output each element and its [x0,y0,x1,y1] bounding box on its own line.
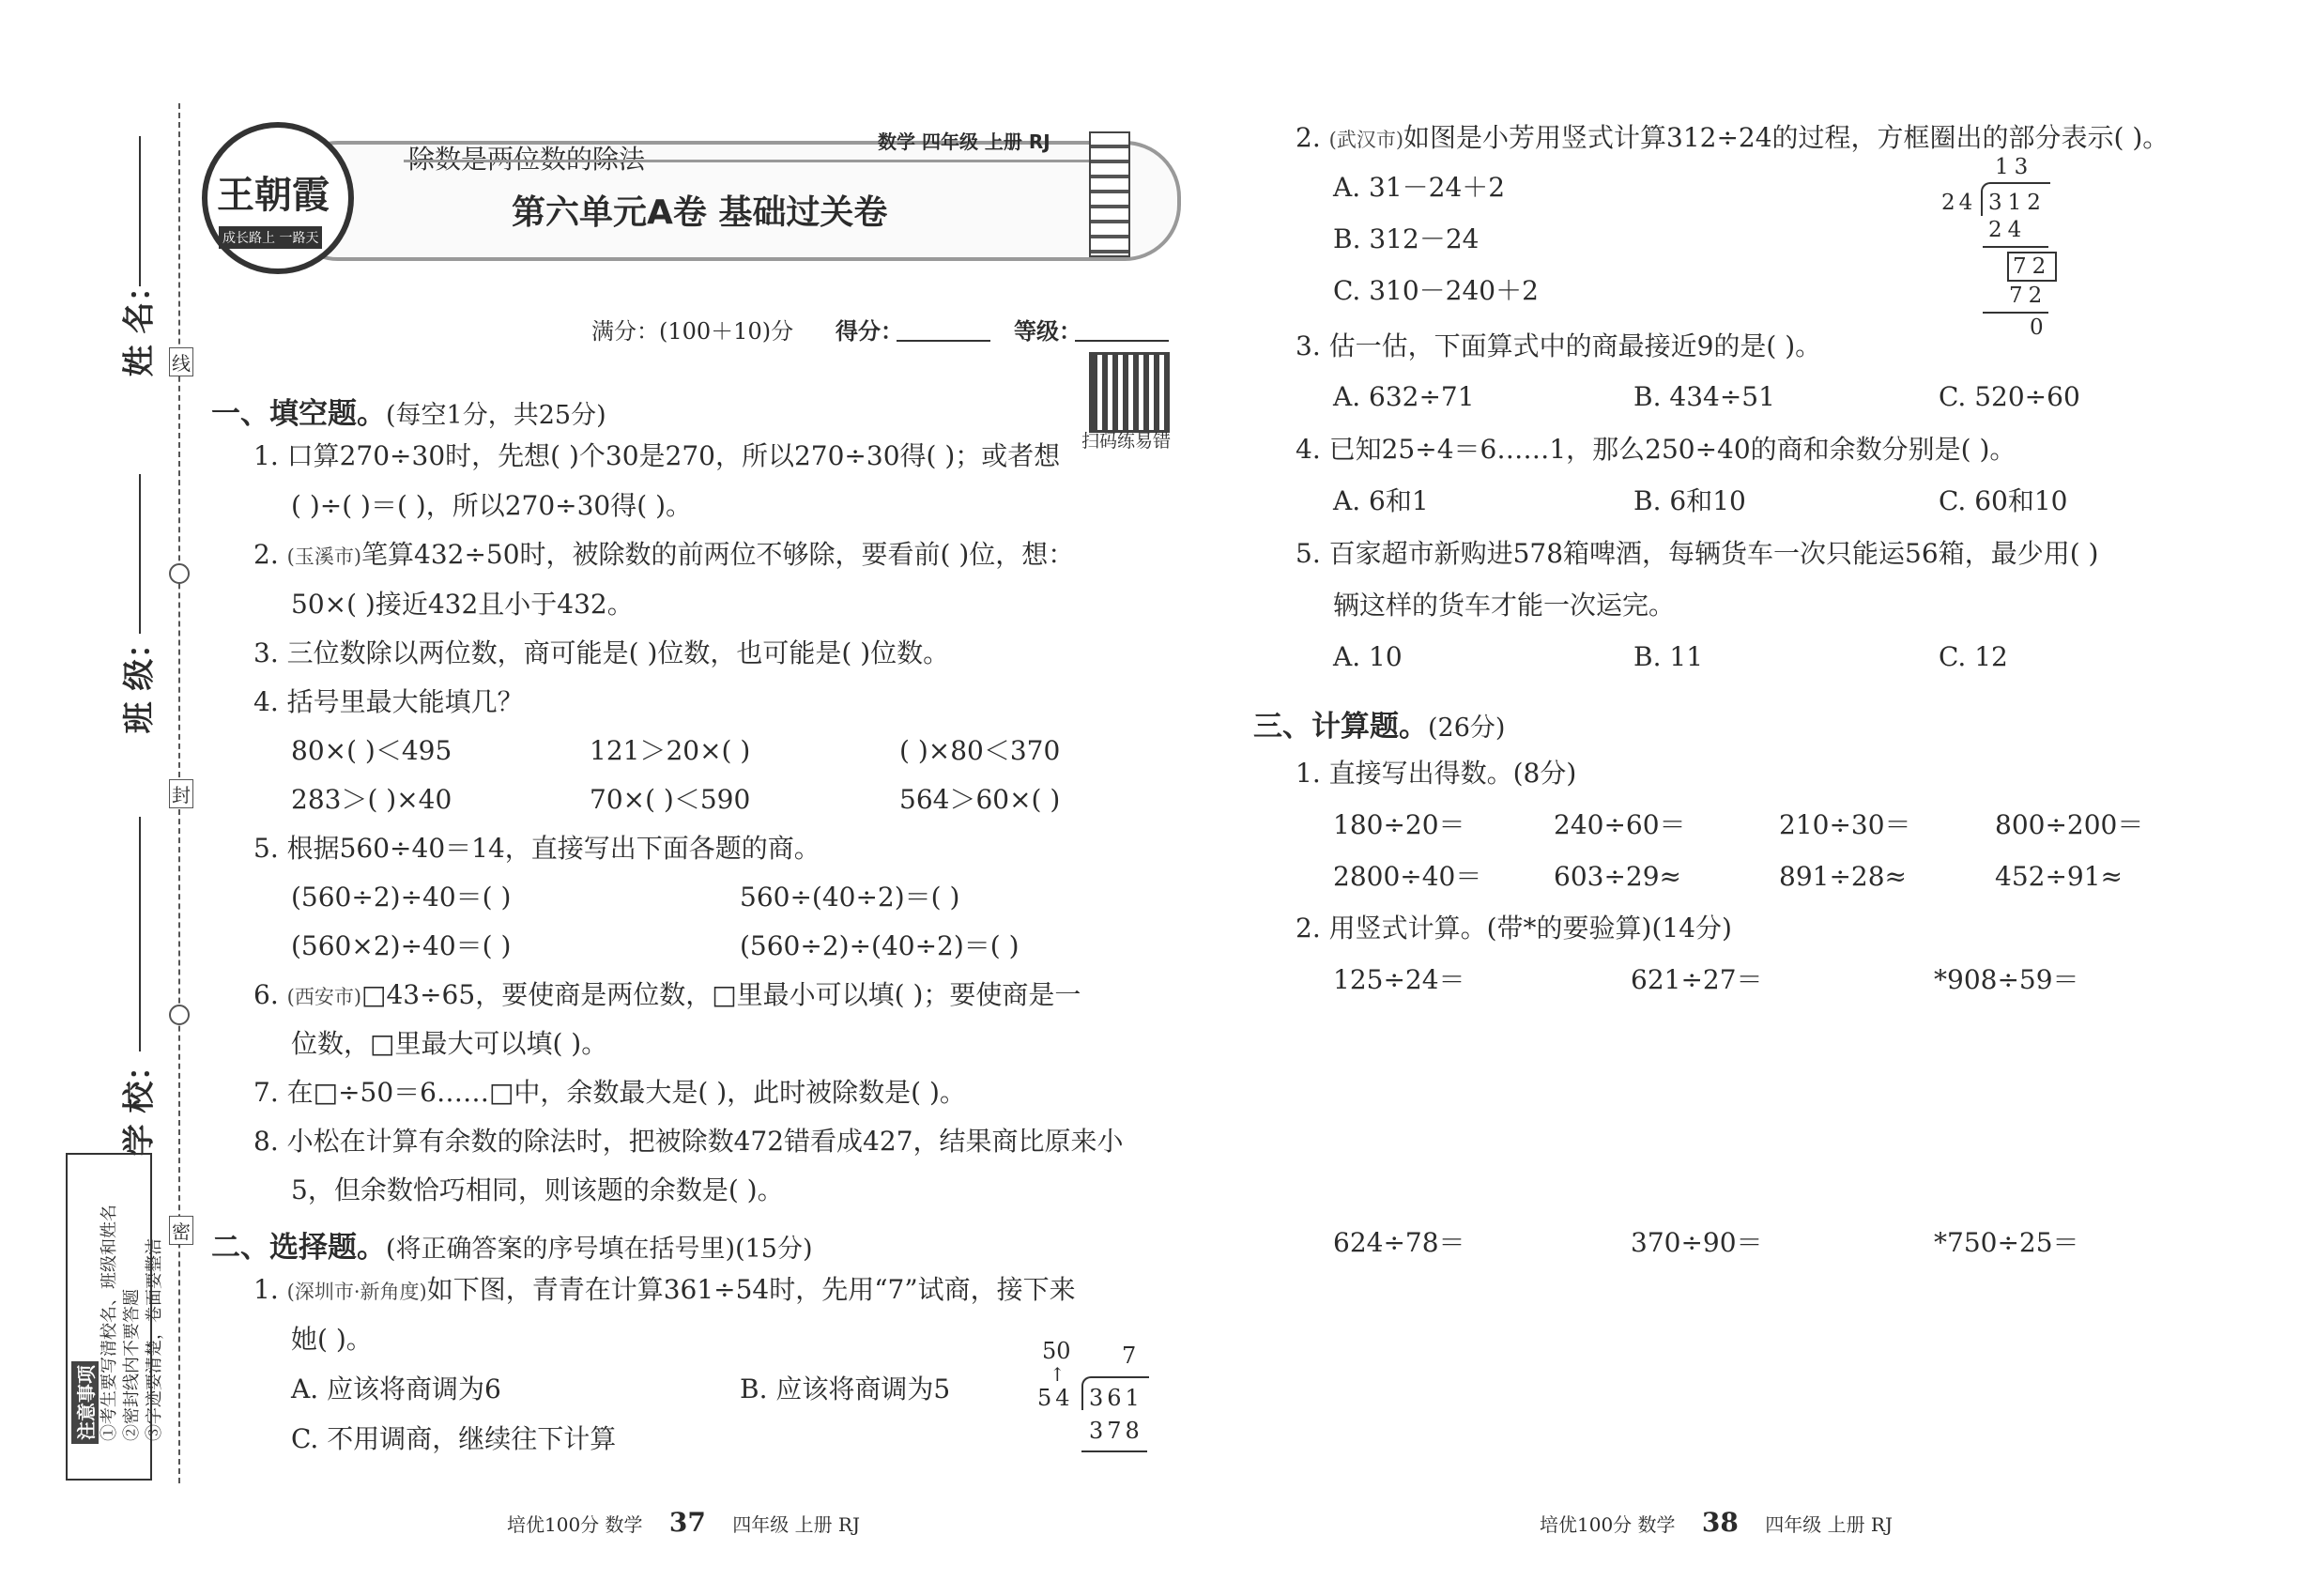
section-note: (将正确答案的序号填在括号里)(15分) [386,1235,813,1264]
division-rule [1983,246,2048,248]
trial-divisor: 50 [1042,1338,1071,1364]
expression: 560÷(40÷2)＝( ) [740,882,960,913]
brand-logo [202,122,354,274]
option-b: B. 11 [1633,641,1704,672]
name-field[interactable] [139,136,141,286]
question-text: 5. 百家超市新购进578箱啤酒，每辆货车一次只能运56箱，最少用( ) [1296,538,2099,569]
school-label: 学 校： [120,1049,159,1157]
question-text: 50×( )接近432且小于432。 [291,589,634,620]
question-text: 2. (玉溪市)笔算432÷50时，被除数的前两位不够除，要看前( )位，想： [253,539,1075,570]
step: 24 [1988,218,2028,242]
expression: 603÷29≈ [1554,861,1681,892]
lighthouse-icon [1089,131,1130,257]
score-label: 得分： [836,317,903,345]
page-number: 37 [668,1507,706,1538]
question-text: 4. 已知25÷4＝6……1，那么250÷40的商和余数分别是( )。 [1296,434,2016,465]
source-tag: (武汉市) [1328,129,1404,151]
question-text: 1. 口算270÷30时，先想( )个30是270，所以270÷30得( )；或者想 [253,440,1061,471]
dividend: 361 [1089,1385,1143,1411]
answer-area[interactable] [1333,1005,2234,1220]
option-a: A. 632÷71 [1333,381,1475,412]
expression: 564＞60×( ) [899,784,1061,815]
step-boxed: 72 [2007,252,2057,282]
expression: 283＞( )×40 [291,784,452,815]
notice-box [66,1153,164,1481]
expression: 800÷200＝ [1995,809,2144,840]
expression: 210÷30＝ [1779,809,1911,840]
header-subtitle: 除数是两位数的除法 [408,144,646,175]
quotient: 13 [1995,155,2034,179]
question-text: 2. 用竖式计算。(带*的要验算)(14分) [1296,913,1732,944]
question-text: 3. 估一估，下面算式中的商最接近9的是( )。 [1296,330,1822,361]
notice-item: ②密封线内不要答题 [122,1289,142,1441]
notice-title: 注意事项 [71,1361,99,1444]
dividend: 312 [1988,191,2047,215]
divisor: 24 [1941,191,1977,215]
option-b: B. 应该将商调为5 [740,1373,951,1404]
expression: (560÷2)÷(40÷2)＝( ) [740,930,1020,961]
expression: ( )×80＜370 [899,735,1061,766]
option-c: C. 12 [1939,641,2008,672]
division-rule [1983,312,2048,314]
expression: (560÷2)÷40＝( ) [291,882,512,913]
section-note: (26分) [1428,714,1506,743]
qr-code-icon [1089,352,1170,433]
question-text: 3. 三位数除以两位数，商可能是( )位数，也可能是( )位数。 [253,637,950,668]
question-text: 4. 括号里最大能填几？ [253,686,524,717]
question-text: 6. (西安市)□43÷65，要使商是两位数，□里最小可以填( )；要使商是一 [253,979,1081,1010]
page-title: 第六单元A卷 基础过关卷 [512,193,888,232]
expression: 624÷78＝ [1333,1227,1465,1258]
step: 72 [2009,284,2048,308]
question-text: 1. 直接写出得数。(8分) [1296,758,1577,789]
score-field[interactable] [897,340,990,342]
expression: 121＞20×( ) [590,735,751,766]
option-c: C. 310－240＋2 [1333,275,1539,306]
brand-slogan: 成长路上 一路天 [219,226,322,249]
option-c: C. 不用调商，继续往下计算 [291,1423,617,1454]
division-rule [1081,1450,1147,1452]
question-text: ( )÷( )＝( )，所以270÷30得( )。 [291,490,692,521]
option-a: A. 10 [1333,641,1403,672]
cut-mark-line: 线 [169,347,193,376]
option-a: A. 6和1 [1333,485,1429,516]
answer-area[interactable] [1333,1267,2234,1483]
expression: 240÷60＝ [1554,809,1686,840]
page-footer: 培优100分 数学 37 四年级 上册 RJ [507,1507,861,1538]
question-text: 2. (武汉市)如图是小芳用竖式计算312÷24的过程，方框圈出的部分表示( )。 [1296,122,2170,153]
page-footer: 培优100分 数学 38 四年级 上册 RJ [1540,1507,1894,1538]
cut-mark-seal: 封 [169,779,193,808]
question-text: 5，但余数恰巧相同，则该题的余数是( )。 [291,1174,784,1205]
expression: 180÷20＝ [1333,809,1465,840]
expression: 125÷24＝ [1333,964,1465,995]
section-note: (每空1分，共25分) [386,401,606,430]
class-field[interactable] [139,474,141,634]
header-rule [404,160,1089,162]
notice-item: ①考生要写清校名、班级和姓名 [100,1205,119,1441]
remainder: 0 [2030,315,2044,340]
option-a: A. 应该将商调为6 [291,1373,501,1404]
name-label: 姓 名： [120,269,159,377]
question-text: 1. (深圳市·新角度)如下图，青青在计算361÷54时，先用“7”试商，接下来 [253,1274,1076,1305]
expression: 621÷27＝ [1631,964,1763,995]
header-meta: 数学 四年级 上册 RJ [878,130,1050,153]
source-tag: (西安市) [286,986,362,1008]
cut-mark-secret: 密 [169,1216,193,1245]
arrow-icon: ↑ [1050,1363,1066,1386]
full-score: 满分：(100＋10)分 [591,318,794,345]
question-text: 位数，□里最大可以填( )。 [291,1028,608,1059]
binding-hole-icon [169,563,190,584]
binding-hole-icon [169,1005,190,1025]
expression: *750÷25＝ [1934,1227,2079,1258]
expression: 80×( )＜495 [291,735,452,766]
notice-item: ③字迹要清楚，卷面要整洁 [145,1238,164,1441]
school-field[interactable] [139,817,141,1051]
brand-name: 王朝霞 [217,173,330,217]
question-text: 5. 根据560÷40＝14，直接写出下面各题的商。 [253,833,820,864]
divisor: 54 [1037,1385,1074,1411]
option-a: A. 31－24＋2 [1333,172,1506,203]
expression: 2800÷40＝ [1333,861,1482,892]
page-number: 38 [1701,1507,1739,1538]
grade-field[interactable] [1075,340,1169,342]
expression: 891÷28≈ [1779,861,1907,892]
expression: 70×( )＜590 [590,784,751,815]
expression: 452÷91≈ [1995,861,2123,892]
source-tag: (深圳市·新角度) [286,1281,427,1303]
question-text: 8. 小松在计算有余数的除法时，把被除数472错看成427，结果商比原来小 [253,1126,1124,1157]
section-1-title: 一、填空题。(每空1分，共25分) [211,397,606,431]
question-text: 7. 在□÷50＝6……□中，余数最大是( )，此时被除数是( )。 [253,1077,966,1108]
option-b: B. 312－24 [1333,223,1480,254]
question-text: 辆这样的货车才能一次运完。 [1333,590,1676,621]
option-c: C. 60和10 [1939,485,2068,516]
expression: *908÷59＝ [1934,964,2079,995]
grade-label: 等级： [1014,317,1081,345]
section-2-title: 二、选择题。(将正确答案的序号填在括号里)(15分) [211,1231,813,1265]
option-c: C. 520÷60 [1939,381,2080,412]
product: 378 [1089,1418,1143,1444]
source-tag: (玉溪市) [286,545,362,568]
expression: 370÷90＝ [1631,1227,1763,1258]
class-label: 班 级： [120,626,159,734]
section-3-title: 三、计算题。(26分) [1253,710,1506,744]
question-text: 她( )。 [291,1324,373,1355]
qr-caption: 扫码练易错 [1081,431,1172,452]
option-b: B. 6和10 [1633,485,1746,516]
expression: (560×2)÷40＝( ) [291,930,512,961]
option-b: B. 434÷51 [1633,381,1775,412]
quotient: 7 [1122,1343,1137,1369]
